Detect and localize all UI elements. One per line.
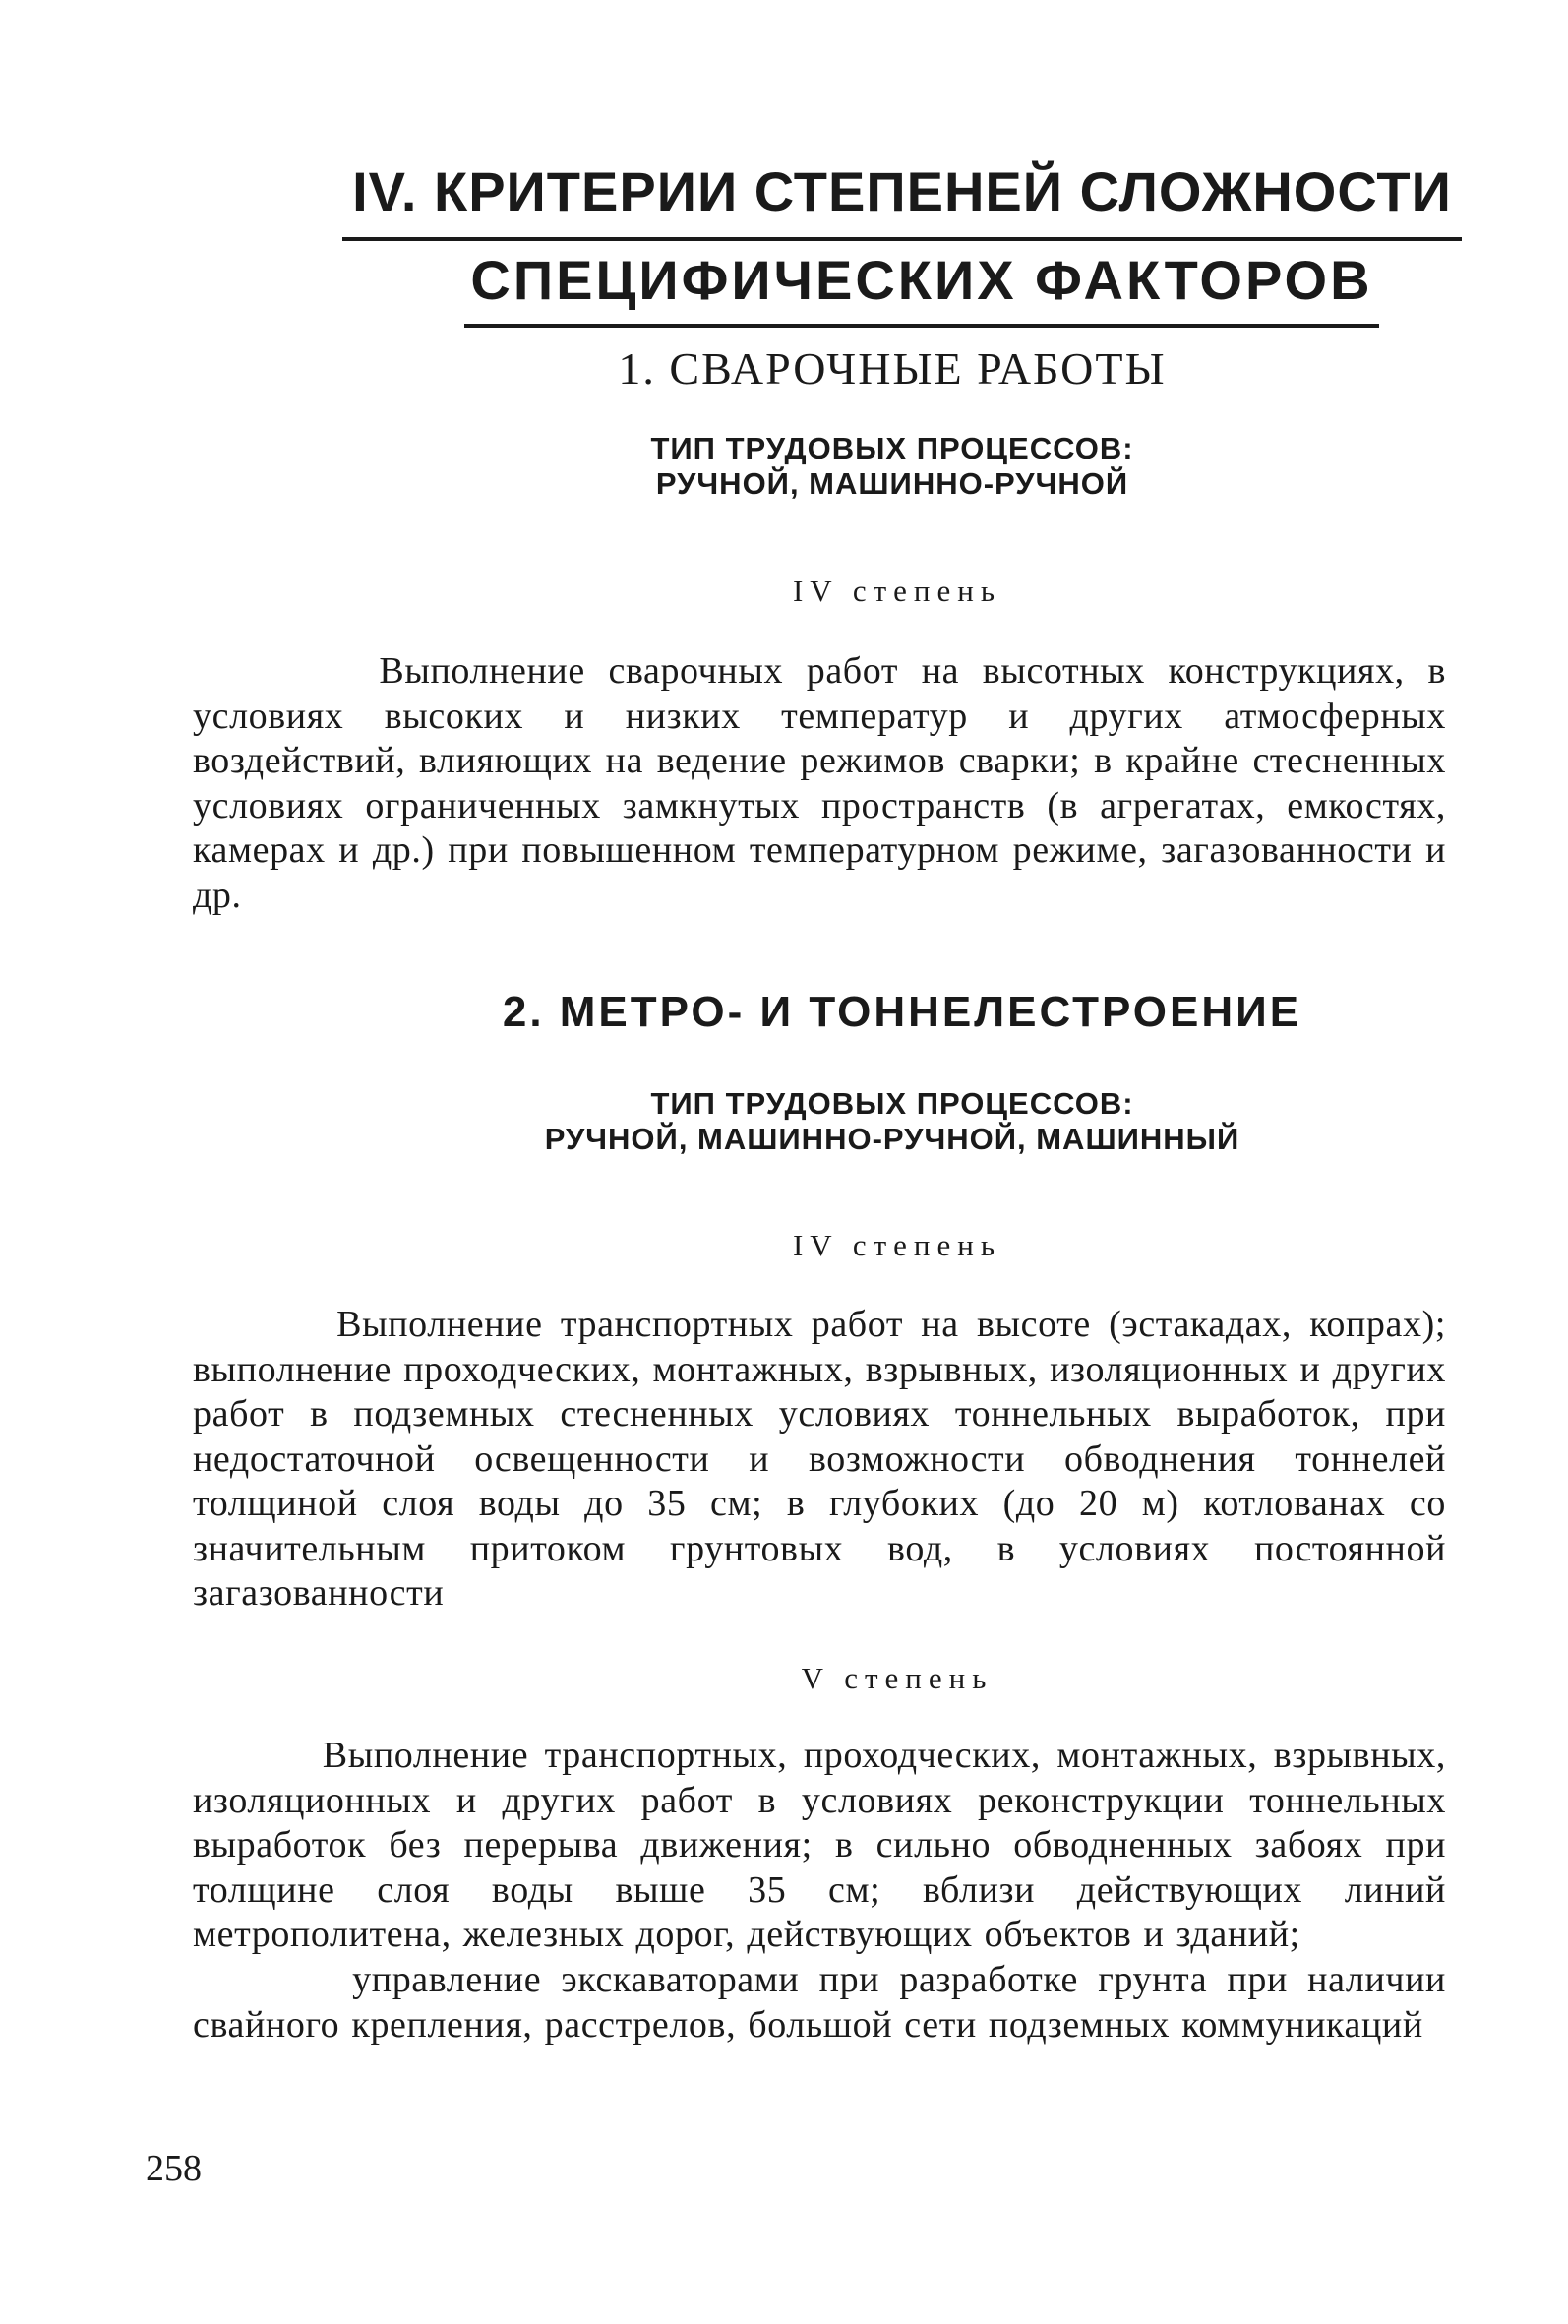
degree-description-continued	[193, 1958, 1446, 2048]
degree-label: IV степень	[792, 574, 1002, 608]
degree-label: IV степень	[792, 1228, 1002, 1262]
process-type-values: РУЧНОЙ, МАШИННО-РУЧНОЙ	[655, 466, 1129, 501]
chapter-title-text-1: IV. КРИТЕРИИ СТЕПЕНЕЙ СЛОЖНОСТИ	[342, 159, 1462, 241]
degree-label: V степень	[801, 1661, 994, 1695]
degree-description-text: Выполнение сварочных работ на высотных конструкциях, в условиях высоких и низких температур и других атмосферных воздействий, влияющих на ведение режимов сварки; в крайне стесненных условиях ограниченных замкнутых пространств (в агрегатах, емкостях, камерах и др.) при повышенном температурном режиме, загазованности и др.	[193, 650, 1446, 916]
process-type-label: ТИП ТРУДОВЫХ ПРОЦЕССОВ:	[650, 431, 1134, 465]
degree-description-text: Выполнение транспортных, проходческих, монтажных, взрывных, изоляционных и других работ в условиях реконструкции тоннельных выработок без перерыва движения; в сильно обводненных забоях при толщине слоя воды выше 35 см; вблизи действующих линий метрополитена, железных дорог, действующих объектов и зданий;	[193, 1735, 1446, 1955]
section-heading-welding: 1. СВАРОЧНЫЕ РАБОТЫ	[618, 343, 1167, 394]
chapter-title-line2	[0, 248, 1568, 328]
degree-description-text: Выполнение транспортных работ на высоте (эстакадах, копрах); выполнение проходческих, монтажных, взрывных, изоляционных и других работ в подземных стесненных условиях тоннельных выработок, при недостаточной освещенности и возможности обводнения тоннелей толщиной слоя воды до 35 см; в глубоких (до 20 м) котлованах со значительным притоком грунтовых вод, в условиях постоянной загазованности	[193, 1304, 1446, 1614]
process-type-welding	[0, 431, 1568, 502]
degree-description	[193, 1734, 1446, 1958]
page-number: 258	[146, 2148, 202, 2189]
degree-description	[193, 1303, 1446, 1617]
process-type-values: РУЧНОЙ, МАШИННО-РУЧНОЙ, МАШИННЫЙ	[544, 1122, 1240, 1156]
process-type-metro	[0, 1086, 1568, 1157]
degree-description-text: управление экскаваторами при разработке грунта при наличии свайного крепления, расстрелов, большой сети подземных коммуникаций	[193, 1959, 1446, 2046]
chapter-title-line1	[0, 159, 1568, 241]
degree-description	[193, 649, 1446, 918]
section-heading-metro: 2. МЕТРО- И ТОННЕЛЕСТРОЕНИЕ	[502, 988, 1302, 1036]
chapter-title-text-2: СПЕЦИФИЧЕСКИХ ФАКТОРОВ	[464, 248, 1378, 328]
process-type-label: ТИП ТРУДОВЫХ ПРОЦЕССОВ:	[650, 1086, 1134, 1121]
